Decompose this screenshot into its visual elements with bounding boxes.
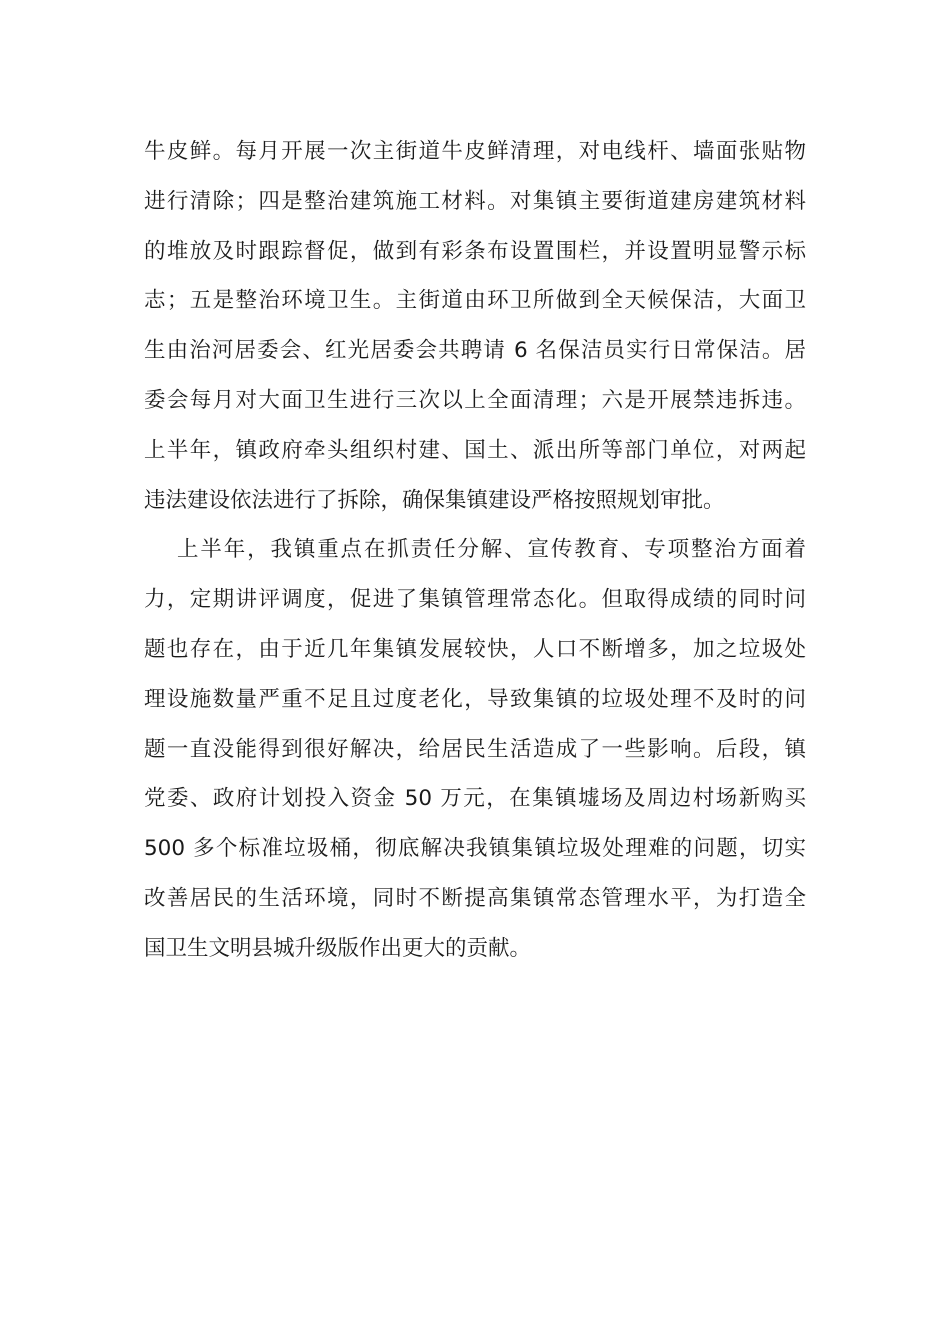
- text-line: 国卫生文明县城升级版作出更大的贡献。: [144, 935, 532, 961]
- text-line: 力，定期讲评调度，促进了集镇管理常态化。但取得成绩的同时问: [144, 587, 806, 613]
- text-line: 的堆放及时跟踪督促，做到有彩条布设置围栏，并设置明显警示标: [144, 238, 806, 264]
- text-line: 题也存在，由于近几年集镇发展较快，人口不断增多，加之垃圾处: [144, 636, 806, 662]
- text-line: 理设施数量严重不足且过度老化，导致集镇的垃圾处理不及时的问: [144, 686, 806, 712]
- text-line: 上半年，镇政府牵头组织村建、国土、派出所等部门单位，对两起: [144, 437, 806, 463]
- text-line: 改善居民的生活环境，同时不断提高集镇常态管理水平，为打造全: [144, 885, 806, 911]
- text-line: 上半年，我镇重点在抓责任分解、宣传教育、专项整治方面着: [177, 537, 806, 563]
- text-line: 委会每月对大面卫生进行三次以上全面清理；六是开展禁违拆违。: [144, 387, 806, 413]
- text-line: 志；五是整治环境卫生。主街道由环卫所做到全天候保洁，大面卫: [144, 288, 806, 314]
- text-line: 500 多个标准垃圾桶，彻底解决我镇集镇垃圾处理难的问题，切实: [144, 836, 806, 862]
- text-line: 题一直没能得到很好解决，给居民生活造成了一些影响。后段，镇: [144, 736, 806, 762]
- text-line: 违法建设依法进行了拆除，确保集镇建设严格按照规划审批。: [144, 487, 725, 513]
- body-text: [144, 127, 806, 974]
- text-line: 进行清除；四是整治建筑施工材料。对集镇主要街道建房建筑材料: [144, 188, 806, 214]
- text-line: 生由治河居委会、红光居委会共聘请 6 名保洁员实行日常保洁。居: [144, 338, 806, 364]
- text-line: 牛皮鲜。每月开展一次主街道牛皮鲜清理，对电线杆、墙面张贴物: [144, 139, 806, 164]
- text-line: 党委、政府计划投入资金 50 万元，在集镇墟场及周边村场新购买: [144, 786, 806, 812]
